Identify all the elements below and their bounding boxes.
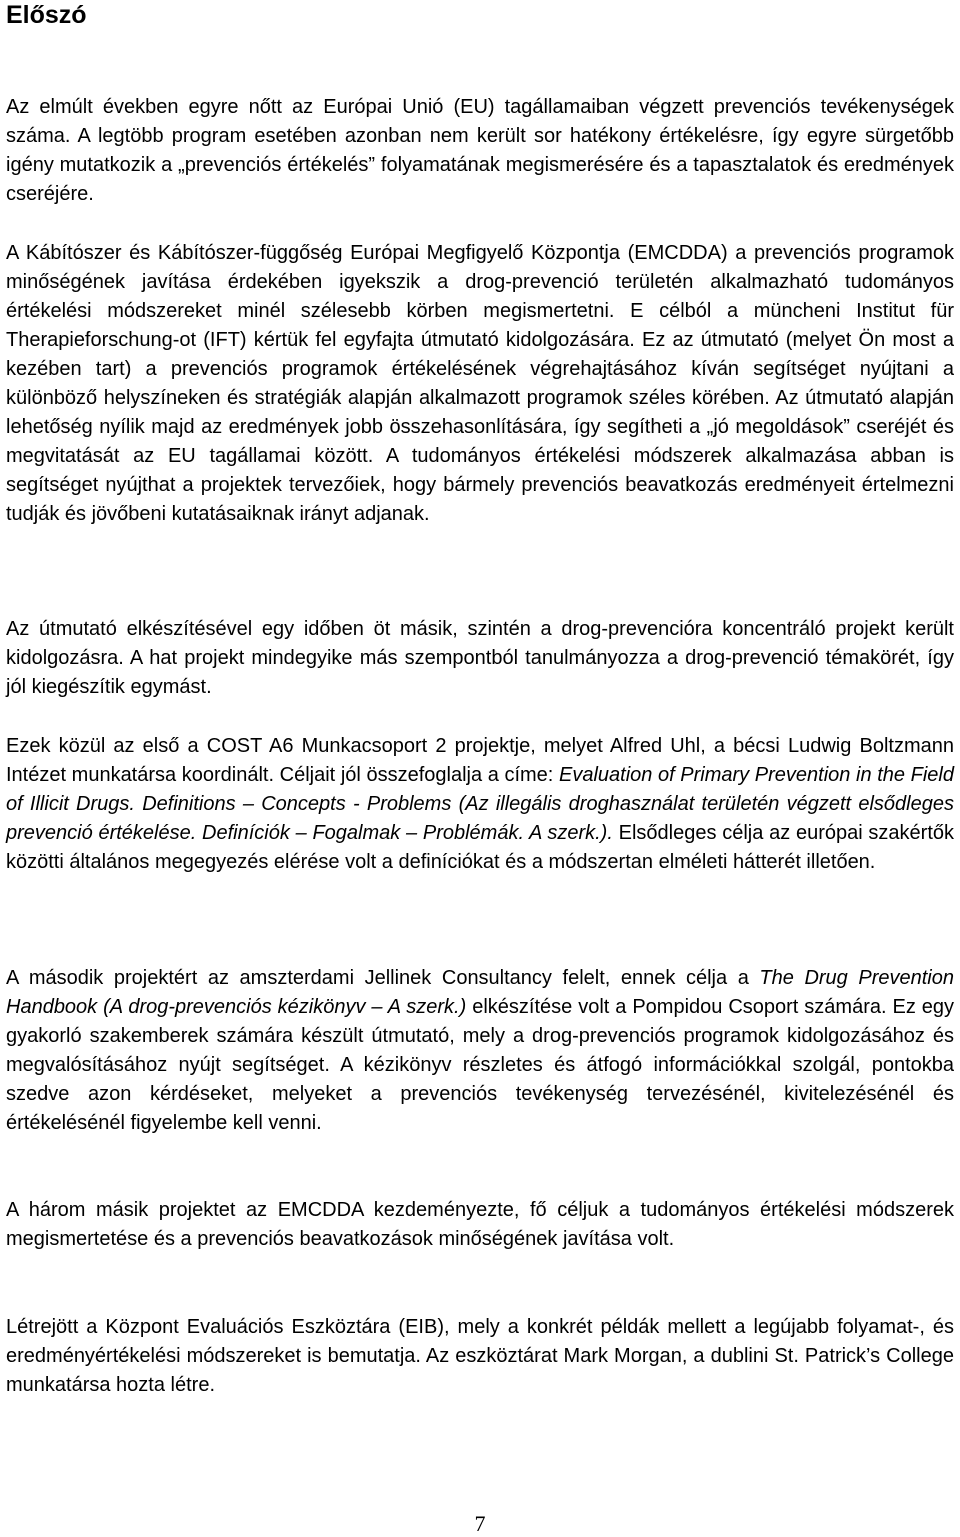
paragraph-cost-a6-text-2: Elsődleges célja az európai szakértők közötti általános megegyezés elérése volt a definíciókat és a módszertan elméleti hátterét illetően. [6,822,954,873]
paragraph-cost-a6-title: Evaluation of Primary Prevention in the Field of Illicit Drugs. Definitions – Concepts - Problems (Az illegális droghasználat területén végzett elsődleges prevenció értékelése. Definíciók – Fogalmak – Problémák. A szerk.). [6,764,954,844]
paragraph-five-projects: Az útmutató elkészítésével egy időben öt másik, szintén a drog-prevencióra koncentráló projekt került kidolgozásra. A hat projekt mindegyike más szempontból tanulmányozza a drog-prevenció témakörét, így jól kiegészítik egymást. [6,618,954,698]
paragraph-intro: Az elmúlt években egyre nőtt az Európai Unió (EU) tagállamaiban végzett prevenciós tevékenységek száma. A legtöbb program esetében azonban nem került sor hatékony értékelésre, így egyre sürgetőbb igény mutatkozik a „prevenciós értékelés” folyamatának megismerésére és a tapasztalatok és eredmények cseréjére. [6,96,954,205]
page-number: 7 [474,1511,486,1536]
paragraph-jellinek-title: The Drug Prevention Handbook (A drog-prevenciós kézikönyv – A szerk.) [6,967,955,1018]
paragraph-three-projects: A három másik projektet az EMCDDA kezdeményezte, fő céljuk a tudományos értékelési módszerek megismertetése és a prevenciós beavatkozások minőségének javítása volt. [6,1199,954,1250]
page-title: Előszó [6,1,87,29]
paragraph-jellinek [6,964,954,1138]
paragraph-emcdda: A Kábítószer és Kábítószer-függőség Európai Megfigyelő Központja (EMCDDA) a prevenciós programok minőségének javítása érdekében igyekszik a drog-prevenció területén alkalmazható tudományos értékelési módszereket minél szélesebb körben megismertetni. E célból a müncheni Institut für Therapieforschung-ot (IFT) kértük fel egyfajta útmutató kidolgozására. Ez az útmutató (melyet Ön most a kezében tart) a prevenciós programok értékelésének végrehajtásához kíván segítséget nyújtani a különböző helyszíneken és stratégiák alapján alkalmazott programok széles körében. Az útmutató alapján lehetőség nyílik majd az eredmények jobb összehasonlítására, így segítheti a „jó megoldások” cseréjét és megvitatását az EU tagállamai között. A tudományos értékelési módszerek alkalmazása abban is segítséget nyújthat a projektek tervezőiek, hogy bármely prevenciós beavatkozás eredményeit értelmezni tudják és jövőbeni kutatásaiknak irányt adjanak. [6,242,954,525]
paragraph-jellinek-text-1: A második projektért az amszterdami Jellinek Consultancy felelt, ennek célja a [6,967,760,989]
paragraph-jellinek-text-2: elkészítése volt a Pompidou Csoport számára. Ez egy gyakorló szakemberek számára készült útmutató, mely a drog-prevenciós programok kidolgozásához és megvalósításához nyújt segítséget. A kézikönyv részletes és átfogó információkkal szolgál, pontokba szedve azon kérdéseket, melyeket a prevenciós tevékenység tervezésénél, kivitelezésénél és értékelésénél figyelembe kell venni. [6,996,955,1134]
paragraph-cost-a6 [6,732,954,877]
paragraph-eib: Létrejött a Központ Evaluációs Eszköztára (EIB), mely a konkrét példák mellett a legújabb folyamat-, és eredményértékelési módszereket is bemutatja. Az eszköztárat Mark Morgan, a dublini St. Patrick’s College munkatársa hozta létre. [6,1316,954,1396]
paragraph-cost-a6-text-1: Ezek közül az első a COST A6 Munkacsoport 2 projektje, melyet Alfred Uhl, a bécsi Ludwig Boltzmann Intézet munkatársa koordinált. Céljait jól összefoglalja a címe: [6,735,954,786]
